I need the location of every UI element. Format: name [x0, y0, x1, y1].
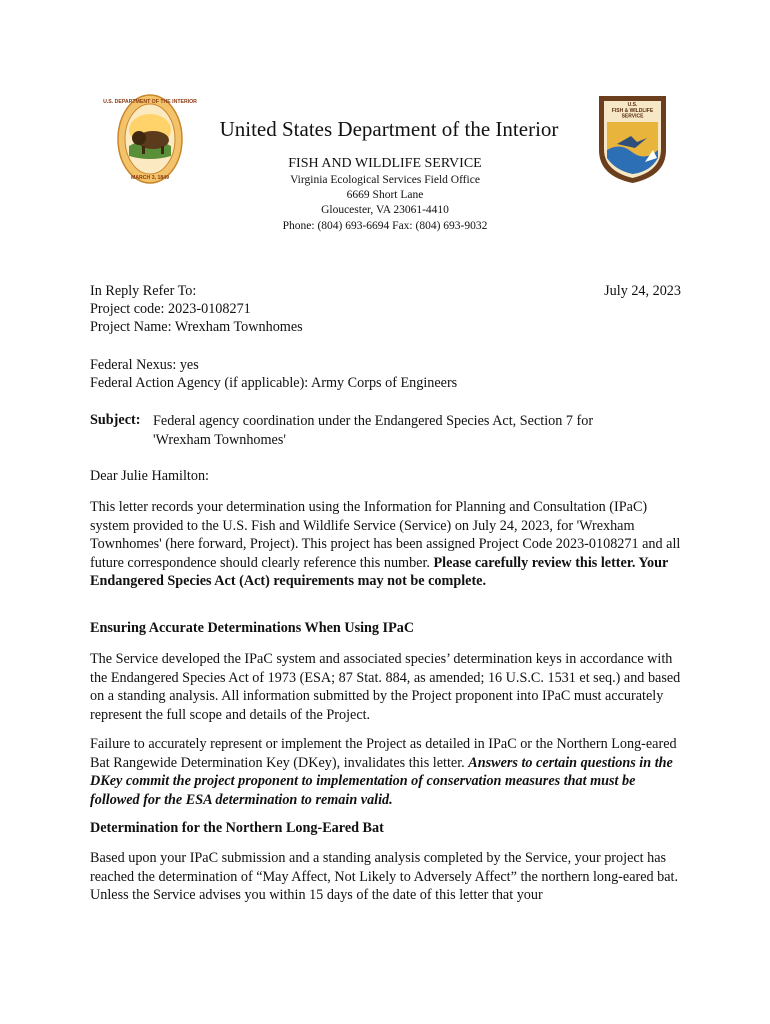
- paragraph-3-emphasis: Answers to certain questions in the DKey commit the project proponent to implementation of conservation measures that must be followed for the ESA determination to remain valid.: [90, 754, 673, 808]
- letter-date: July 24, 2023: [604, 283, 681, 299]
- paragraph-1: [90, 498, 684, 591]
- subject-text: [153, 412, 673, 449]
- address-line-1: 6669 Short Lane: [346, 189, 424, 201]
- paragraph-1-text: This letter records your determination using the Information for Planning and Consultation (IPaC) system provided to the U.S. Fish and Wildlife Service (Service) on July 24, 2023, for 'Wrexham Townhomes' (here forward, Project). This project has been assigned Project Code 2023-0108271 and all future correspondence should clearly reference this number.: [90, 499, 681, 571]
- paragraph-1-bold: Please carefully review this letter. Your Endangered Species Act (Act) requirements may not be complete.: [90, 554, 669, 590]
- reply-refer: In Reply Refer To:: [90, 283, 197, 299]
- paragraph-4: Based upon your IPaC submission and a standing analysis completed by the Service, your project has reached the determination of “May Affect, Not Likely to Adversely Affect” the northern long-eared bat. Unless the Service advises you within 15 days of the date of this letter that your: [90, 850, 679, 904]
- paragraph-3-text: Failure to accurately represent or implement the Project as detailed in IPaC or the Northern Long-eared Bat Rangewide Determination Key (DKey), invalidates this letter.: [90, 736, 677, 771]
- logo-text-us: U.S.: [627, 102, 638, 108]
- paragraph-3: [90, 735, 684, 809]
- subject-line-2: 'Wrexham Townhomes': [153, 431, 286, 448]
- heading-nleb-determination: Determination for the Northern Long-Eared Bat: [90, 820, 384, 836]
- agency-name: FISH AND WILDLIFE SERVICE: [288, 156, 482, 171]
- department-title: United States Department of the Interior: [219, 117, 559, 141]
- phone-fax: Phone: (804) 693-6694 Fax: (804) 693-9032: [282, 220, 488, 232]
- project-code: Project code: 2023-0108271: [90, 301, 251, 317]
- salutation: Dear Julie Hamilton:: [90, 468, 209, 484]
- subject-line-1: Federal agency coordination under the Endangered Species Act, Section 7 for: [153, 413, 594, 429]
- subject-label: Subject:: [90, 412, 141, 428]
- federal-nexus: Federal Nexus: yes: [90, 357, 199, 373]
- paragraph-2: The Service developed the IPaC system and associated species’ determination keys in accordance with the Endangered Species Act of 1973 (ESA; 87 Stat. 884, as amended; 16 U.S.C. 1531 et seq.) and based on a standing analysis. All information submitted by the Project proponent into IPaC must accurately represent the full scope and details of the Project.: [90, 651, 681, 723]
- logo-text-service: SERVICE: [621, 113, 644, 120]
- heading-accurate-determinations: Ensuring Accurate Determinations When Using IPaC: [90, 620, 415, 636]
- federal-action-agency: Federal Action Agency (if applicable): Army Corps of Engineers: [90, 375, 458, 391]
- seal-text: U.S. DEPARTMENT OF THE INTERIOR: [103, 99, 197, 105]
- address-line-2: Gloucester, VA 23061-4410: [321, 204, 449, 216]
- logo-text-fws: FISH & WILDLIFE: [611, 108, 654, 114]
- field-office: Virginia Ecological Services Field Office: [290, 174, 480, 186]
- seal-date: MARCH 3, 1849: [130, 175, 170, 181]
- project-name: Project Name: Wrexham Townhomes: [90, 319, 303, 335]
